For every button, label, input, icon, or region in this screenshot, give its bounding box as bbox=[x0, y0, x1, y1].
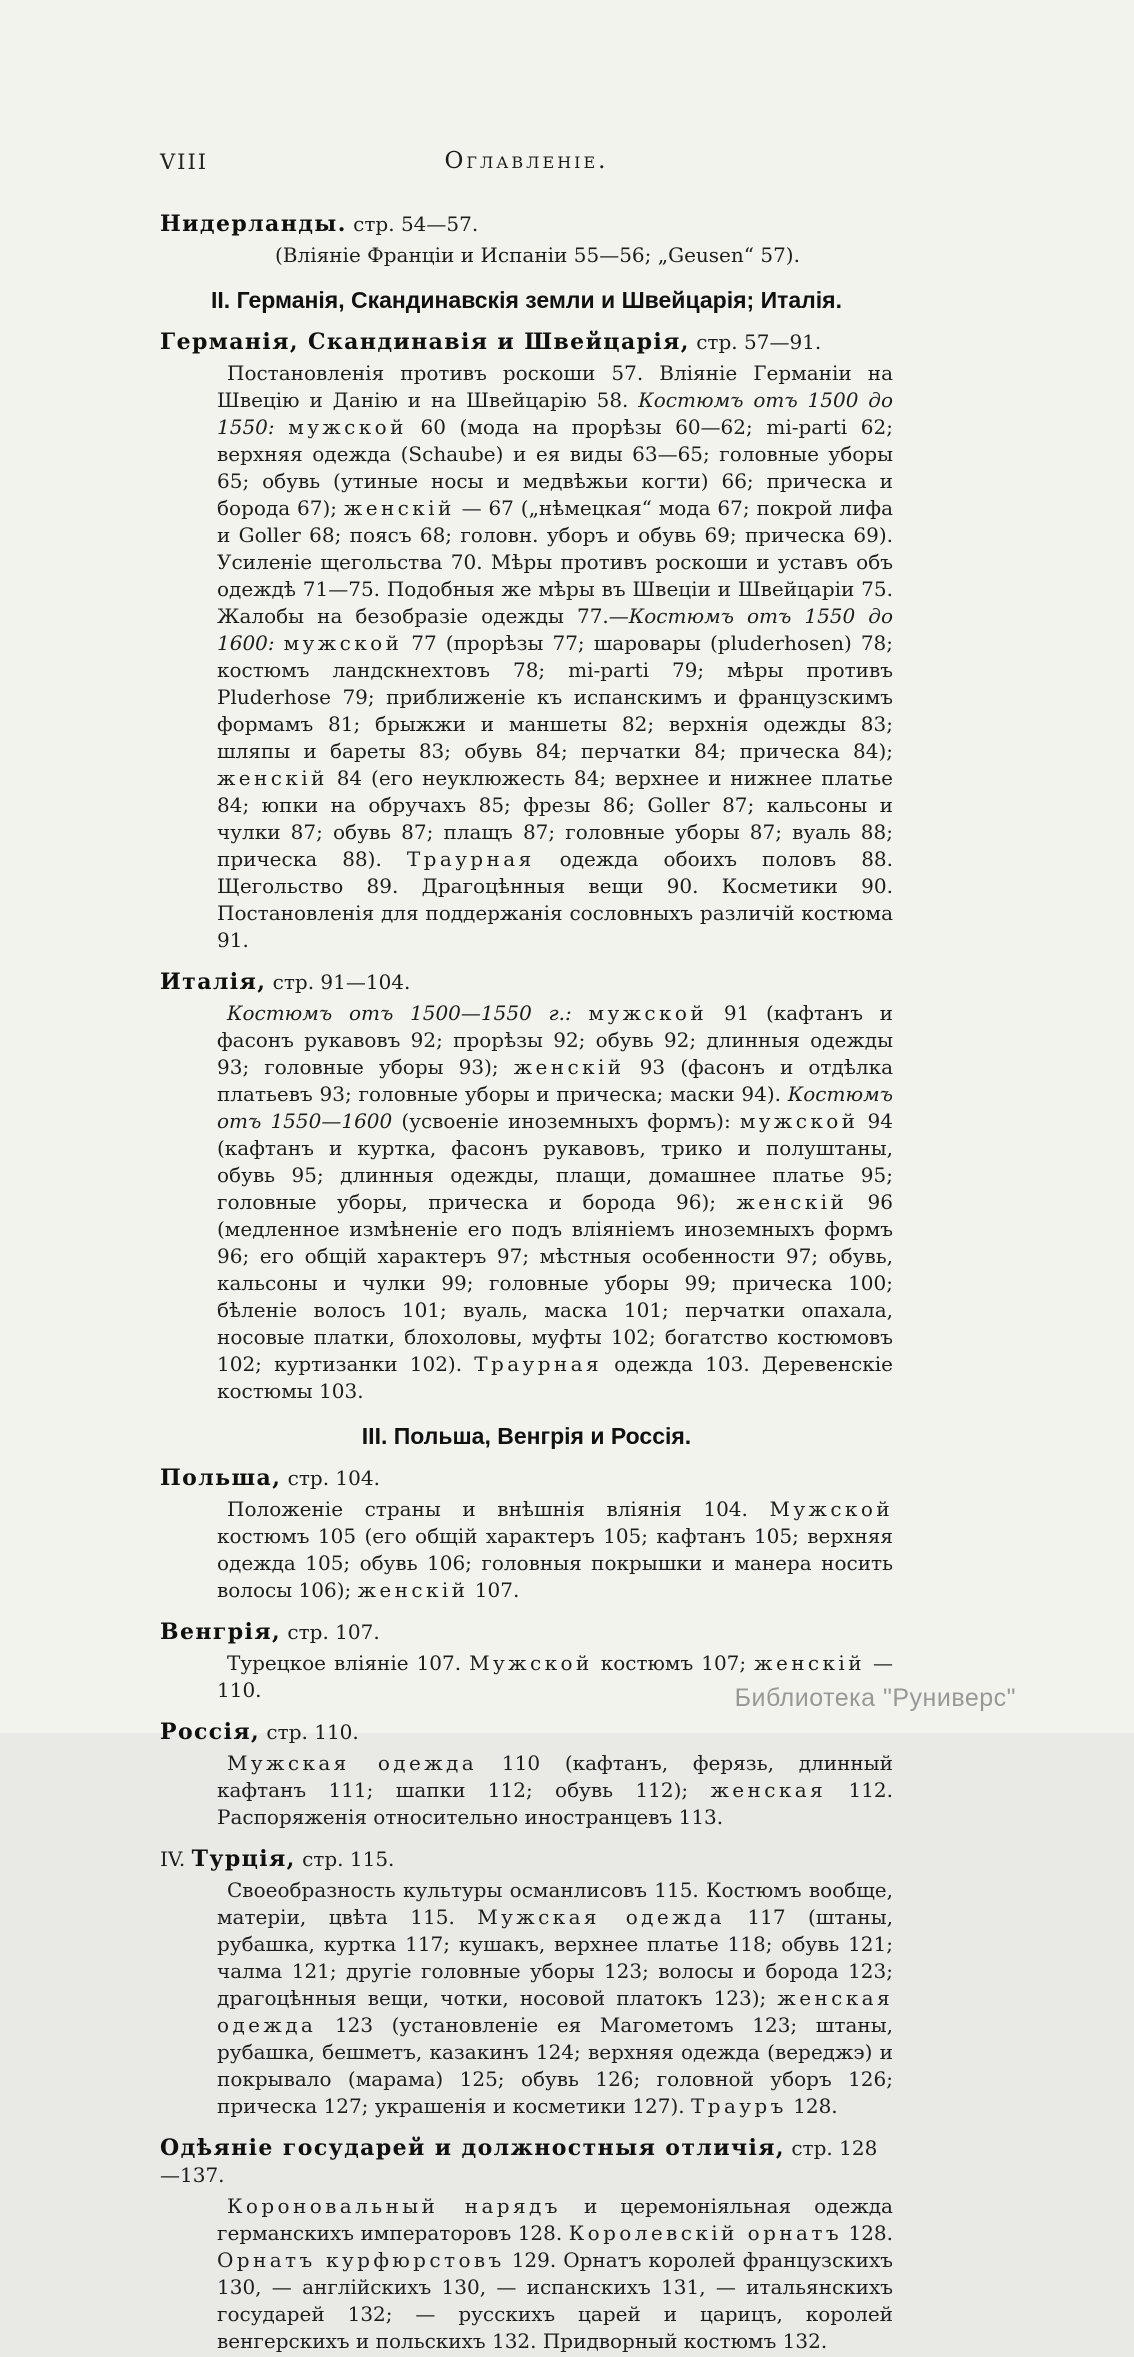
text-run: костюмъ 105 (его общій характеръ 105; кафтанъ 105; верхняя одежда 105; обувь 106; головныя покрышки и манера носить волосы 106); bbox=[217, 1524, 893, 1602]
text-run: Германія, Скандинавія и Швейцарія, bbox=[160, 329, 690, 355]
text-run: Нидерланды. bbox=[160, 211, 347, 237]
toc bbox=[160, 196, 893, 2357]
watermark: Библиотека "Руниверс" bbox=[734, 1684, 1016, 1712]
text-run: (усвоеніе иноземныхъ формъ): bbox=[392, 1109, 740, 1133]
toc-paragraph bbox=[217, 1750, 893, 1831]
toc-entry-heading bbox=[160, 969, 893, 996]
text-run: Своеобразность культуры османлисовъ 115. Костюмъ вообще, матеріи, цвѣта 115. bbox=[217, 1878, 893, 1929]
text-run: женскій bbox=[736, 1190, 848, 1214]
toc-paragraph bbox=[217, 1496, 893, 1604]
text-run: Одѣяніе государей и должностныя отличія, bbox=[160, 2135, 785, 2161]
toc-entry-heading bbox=[160, 329, 893, 356]
text-run: Россія, bbox=[160, 1719, 261, 1745]
text-run: II. Германія, Скандинавскія земли и Швейцарія; Италія. bbox=[211, 287, 842, 313]
text-run: 128. bbox=[786, 2094, 838, 2118]
text-run: Мужской bbox=[469, 1651, 593, 1675]
page-number: VIII bbox=[160, 150, 209, 174]
text-run: стр. 107. bbox=[281, 1620, 380, 1644]
toc-entry-heading bbox=[160, 1719, 893, 1746]
text-run: стр. 54—57. bbox=[346, 212, 479, 236]
text-run: Трауръ bbox=[691, 2094, 787, 2118]
toc-entry-heading bbox=[160, 1619, 893, 1646]
text-run: женскій bbox=[217, 766, 328, 790]
page-header bbox=[160, 148, 893, 178]
text-run: Траурная bbox=[406, 847, 535, 871]
text-run: Костюмъ отъ 1500 до 1550: bbox=[217, 388, 894, 439]
toc-paragraph bbox=[217, 360, 893, 954]
toc-entry-heading bbox=[160, 1846, 893, 1873]
text-run bbox=[275, 415, 289, 439]
text-run: женскій bbox=[343, 496, 455, 520]
text-run: III. Польша, Венгрія и Россія. bbox=[361, 1423, 692, 1449]
text-run: одежда обоихъ половъ 88. Щегольство 89. Драгоцѣнныя вещи 90. Косметики 90. Постановленія для поддержанія сословныхъ различій костюма 91. bbox=[217, 847, 893, 952]
text-run: Мужской bbox=[769, 1497, 893, 1521]
text-run: Мужская одежда bbox=[227, 1751, 478, 1775]
text-run: (Вліяніе Франціи и Испаніи 55—56; „Geusen“ 57). bbox=[275, 243, 800, 267]
text-run: женскій bbox=[513, 1055, 625, 1079]
toc-paragraph bbox=[217, 2193, 893, 2355]
text-run: — 67 („нѣмецкая“ мода 67; покрой лифа и Goller 68; поясъ 68; головн. уборъ и обувь 69; прическа 69). Усиленіе щегольства 70. Мѣры противъ роскоши и уставъ объ одеждѣ 71—75. Подобныя же мѣры въ Швеціи и Швейцаріи 75. Жалобы на безобразіе одежды 77.— bbox=[217, 496, 893, 628]
text-run: Польша, bbox=[160, 1465, 282, 1491]
text-run: Костюмъ отъ 1500—1550 г.: bbox=[227, 1001, 572, 1025]
text-run: 112. Распоряженія относительно иностранцевъ 113. bbox=[217, 1778, 894, 1829]
text-run: одежда 103. Деревенскіе костюмы 103. bbox=[217, 1352, 893, 1403]
text-run: 117 (штаны, рубашка, куртка 117; кушакъ, верхнее платье 118; обувь 121; чалма 121; другіе головные уборы 123; волосы и борода 123; драгоцѣнныя вещи, чотки, носовой платокъ 123); bbox=[217, 1905, 893, 2010]
text-run: Костюмъ отъ 1550—1600 bbox=[217, 1082, 893, 1133]
text-run: и церемоніяльная одежда германскихъ императоровъ 128. bbox=[217, 2194, 893, 2245]
text-run: Костюмъ отъ 1550 до 1600: bbox=[217, 604, 893, 655]
text-run bbox=[572, 1001, 589, 1025]
text-run: 123 (установленіе ея Магометомъ 123; штаны, рубашка, бешметъ, казакинъ 124; верхняя одежда (вереджэ) и покрывало (марама) 125; обувь 126; головной уборъ 126; прическа 127; украшенія и косметики 127). bbox=[217, 2013, 893, 2118]
text-run: стр. 57—91. bbox=[689, 330, 822, 354]
text-run: Орнатъ курфюрстовъ bbox=[217, 2248, 505, 2272]
text-run: женскій bbox=[754, 1651, 865, 1675]
text-run: женская bbox=[710, 1778, 827, 1802]
text-run: женскій bbox=[357, 1578, 469, 1602]
toc-entry-note bbox=[275, 242, 893, 269]
text-run: Постановленія противъ роскоши 57. Вліяніе Германіи на Швецію и Данію и на Швейцарію 58. bbox=[217, 361, 893, 412]
text-run: 93 (фасонъ и отдѣлка платьевъ 93; головные уборы и прическа; маски 94). bbox=[217, 1055, 893, 1106]
text-run: стр. 115. bbox=[295, 1847, 395, 1871]
text-run: Положеніе страны и внѣшнія вліянія 104. bbox=[227, 1497, 770, 1521]
text-run: 77 (прорѣзы 77; шаровары (pluderhosen) 78; костюмъ ландскнехтовъ 78; mi-parti 79; мѣры противъ Pluderhose 79; приближеніе къ испанскимъ и французскимъ формамъ 81; брыжжи и маншеты 82; верхнія одежды 83; шляпы и бареты 83; обувь 84; перчатки 84; прическа 84); bbox=[217, 631, 893, 763]
text-run: 60 (мода на прорѣзы 60—62; mi-parti 62; верхняя одежда (Schaube) и ея виды 63—65; головные уборы 65; обувь (утиные носы и медвѣжьи когти) 66; прическа и борода 67); bbox=[217, 415, 893, 520]
text-run: Турція, bbox=[191, 1846, 296, 1872]
text-run: — 110. bbox=[217, 1651, 893, 1702]
text-run: стр. 104. bbox=[281, 1466, 380, 1490]
text-run: 91 (кафтанъ и фасонъ рукавовъ 92; прорѣзы 92; обувь 92; длинныя одежды 93; головные уборы 93); bbox=[217, 1001, 893, 1079]
text-run: женская одежда bbox=[217, 1986, 893, 2037]
text-run: стр. 128—137. bbox=[160, 2136, 878, 2187]
running-title: Оглавленіе. bbox=[444, 148, 609, 174]
toc-entry-heading bbox=[160, 211, 893, 238]
text-run: мужской bbox=[588, 1001, 708, 1025]
toc-paragraph bbox=[217, 1877, 893, 2120]
toc-part-heading bbox=[160, 286, 893, 314]
toc-entry-heading bbox=[160, 1465, 893, 1492]
text-run: стр. 91—104. bbox=[266, 970, 411, 994]
text-run: 96 (медленное измѣненіе его подъ вліяніемъ иноземныхъ формъ 96; его общій характеръ 97; мѣстныя особенности 97; обувь, кальсоны и чулки 99; головные уборы 99; прическа 100; бѣленіе волосъ 101; вуаль, маска 101; перчатки опахала, носовые платки, блохоловы, муфты 102; богатство костюмовъ 102; куртизанки 102). bbox=[217, 1190, 894, 1376]
text-run: мужской bbox=[288, 415, 407, 439]
toc-paragraph bbox=[217, 1000, 893, 1405]
text-run: 129. Орнатъ королей французскихъ 130, — англійскихъ 130, — испанскихъ 131, — итальянскихъ государей 132; — русскихъ царей и царицъ, королей венгерскихъ и польскихъ 132. Придворный костюмъ 132. bbox=[217, 2248, 894, 2353]
text-run: мужской bbox=[283, 631, 403, 655]
text-run: костюмъ 107; bbox=[592, 1651, 755, 1675]
text-run: 84 (его неуклюжесть 84; верхнее и нижнее платье 84; юпки на обручахъ 85; фрезы 86; Goller 87; кальсоны и чулки 87; обувь 87; плащъ 87; головные уборы 87; вуаль 88; прическа 88). bbox=[217, 766, 893, 871]
text-run: Венгрія, bbox=[160, 1619, 282, 1645]
toc-entry-heading bbox=[160, 2135, 893, 2189]
text-run: Короновальный нарядъ bbox=[227, 2194, 561, 2218]
text-run: 107. bbox=[468, 1578, 520, 1602]
text-run bbox=[275, 631, 284, 655]
text-run: 128. bbox=[841, 2221, 893, 2245]
text-run: мужской bbox=[739, 1109, 859, 1133]
text-run: Италія, bbox=[160, 969, 267, 995]
text-run: Королевскій орнатъ bbox=[568, 2221, 842, 2245]
text-run: стр. 110. bbox=[260, 1720, 359, 1744]
text-run: Турецкое вліяніе 107. bbox=[227, 1651, 470, 1675]
text-run: 94 (кафтанъ и куртка, фасонъ рукавовъ, трико и полуштаны, обувь 95; длинныя одежды, плащи, домашнее платье 95; головные уборы, прическа и борода 96); bbox=[217, 1109, 893, 1214]
text-run: Траурная bbox=[474, 1352, 602, 1376]
text-run: IV. bbox=[160, 1847, 192, 1871]
text-run: 110 (кафтанъ, ферязь, длинный кафтанъ 111; шапки 112; обувь 112); bbox=[217, 1751, 893, 1802]
toc-part-heading bbox=[160, 1422, 893, 1450]
text-run: Мужская одежда bbox=[477, 1905, 725, 1929]
